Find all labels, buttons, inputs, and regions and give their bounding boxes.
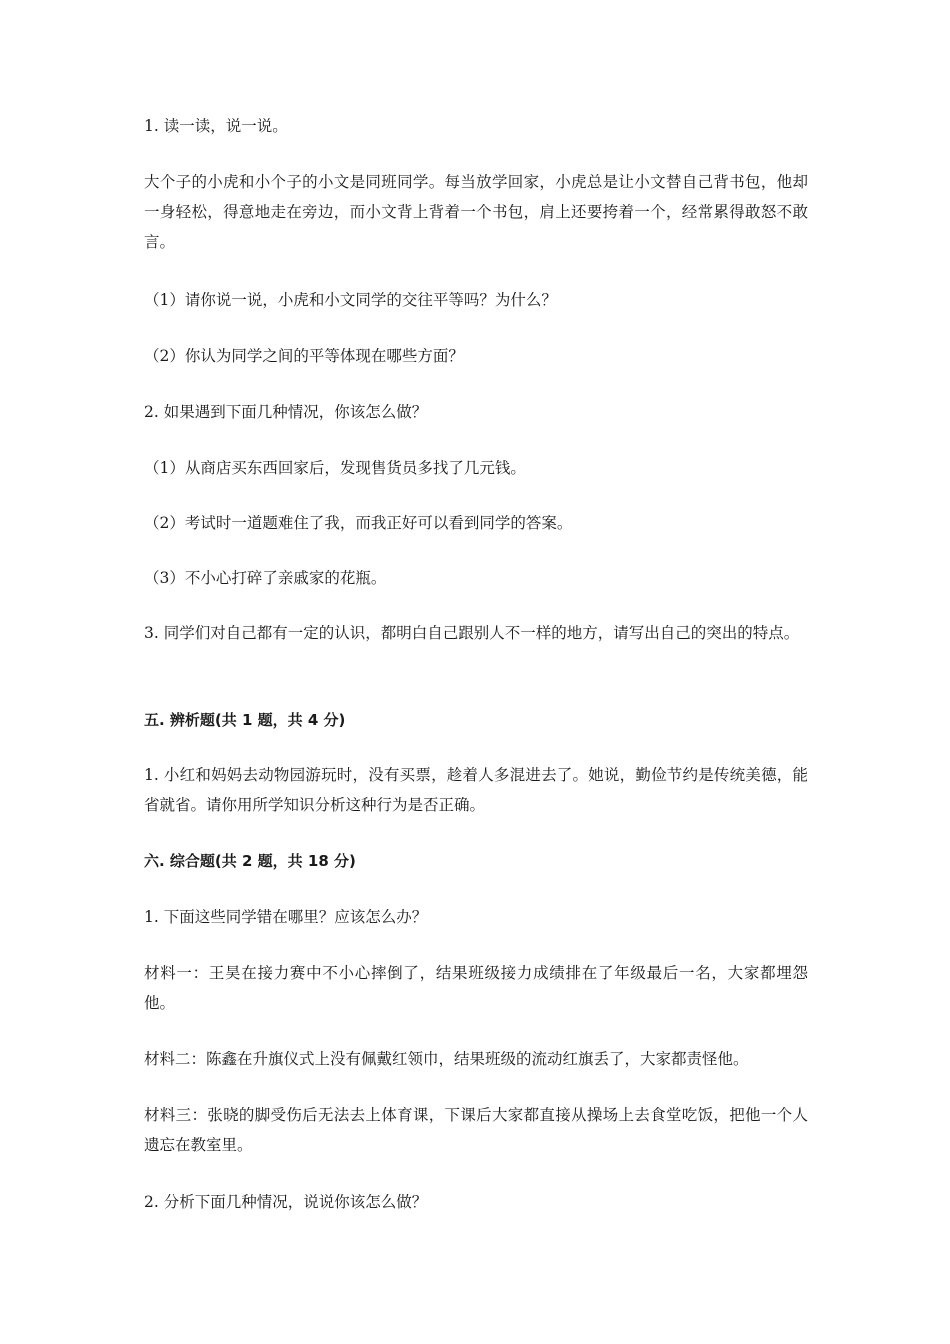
material-2: 材料二：陈鑫在升旗仪式上没有佩戴红领巾，结果班级的流动红旗丢了，大家都责怪他。 <box>144 1050 749 1068</box>
question-1-sub-1: （1）请你说一说，小虎和小文同学的交往平等吗？为什么？ <box>144 291 557 309</box>
question-1-passage: 大个子的小虎和小个子的小文是同班同学。每当放学回家，小虎总是让小文替自己背书包，他却一身轻松，得意地走在旁边，而小文背上背着一个书包，肩上还要挎着一个，经常累得敢怒不敢言。 <box>144 173 808 251</box>
question-2-sub-3: （3）不小心打碎了亲戚家的花瓶。 <box>144 569 387 587</box>
material-1: 材料一：王昊在接力赛中不小心摔倒了，结果班级接力成绩排在了年级最后一名，大家都埋怨他。 <box>144 964 808 1012</box>
question-2-sub-2: （2）考试时一道题难住了我，而我正好可以看到同学的答案。 <box>144 514 573 532</box>
question-2-heading: 2. 如果遇到下面几种情况，你该怎么做？ <box>144 403 428 421</box>
question-3-text: 3. 同学们对自己都有一定的认识，都明白自己跟别人不一样的地方，请写出自己的突出的特点。 <box>144 624 800 642</box>
question-1-heading: 1. 读一读，说一说。 <box>144 117 288 135</box>
material-3: 材料三：张晓的脚受伤后无法去上体育课，下课后大家都直接从操场上去食堂吃饭，把他一个人遗忘在教室里。 <box>144 1106 808 1154</box>
section-5-question-1: 1. 小红和妈妈去动物园游玩时，没有买票，趁着人多混进去了。她说，勤俭节约是传统美德，能省就省。请你用所学知识分析这种行为是否正确。 <box>144 766 808 814</box>
question-2-sub-1: （1）从商店买东西回家后，发现售货员多找了几元钱。 <box>144 459 526 477</box>
section-6-question-2: 2. 分析下面几种情况，说说你该怎么做？ <box>144 1193 428 1211</box>
section-6-title: 六. 综合题(共 2 题，共 18 分) <box>144 852 356 870</box>
section-5-title: 五. 辨析题(共 1 题，共 4 分) <box>144 711 346 729</box>
section-6-question-1: 1. 下面这些同学错在哪里？应该怎么办？ <box>144 908 428 926</box>
question-1-sub-2: （2）你认为同学之间的平等体现在哪些方面？ <box>144 347 464 365</box>
